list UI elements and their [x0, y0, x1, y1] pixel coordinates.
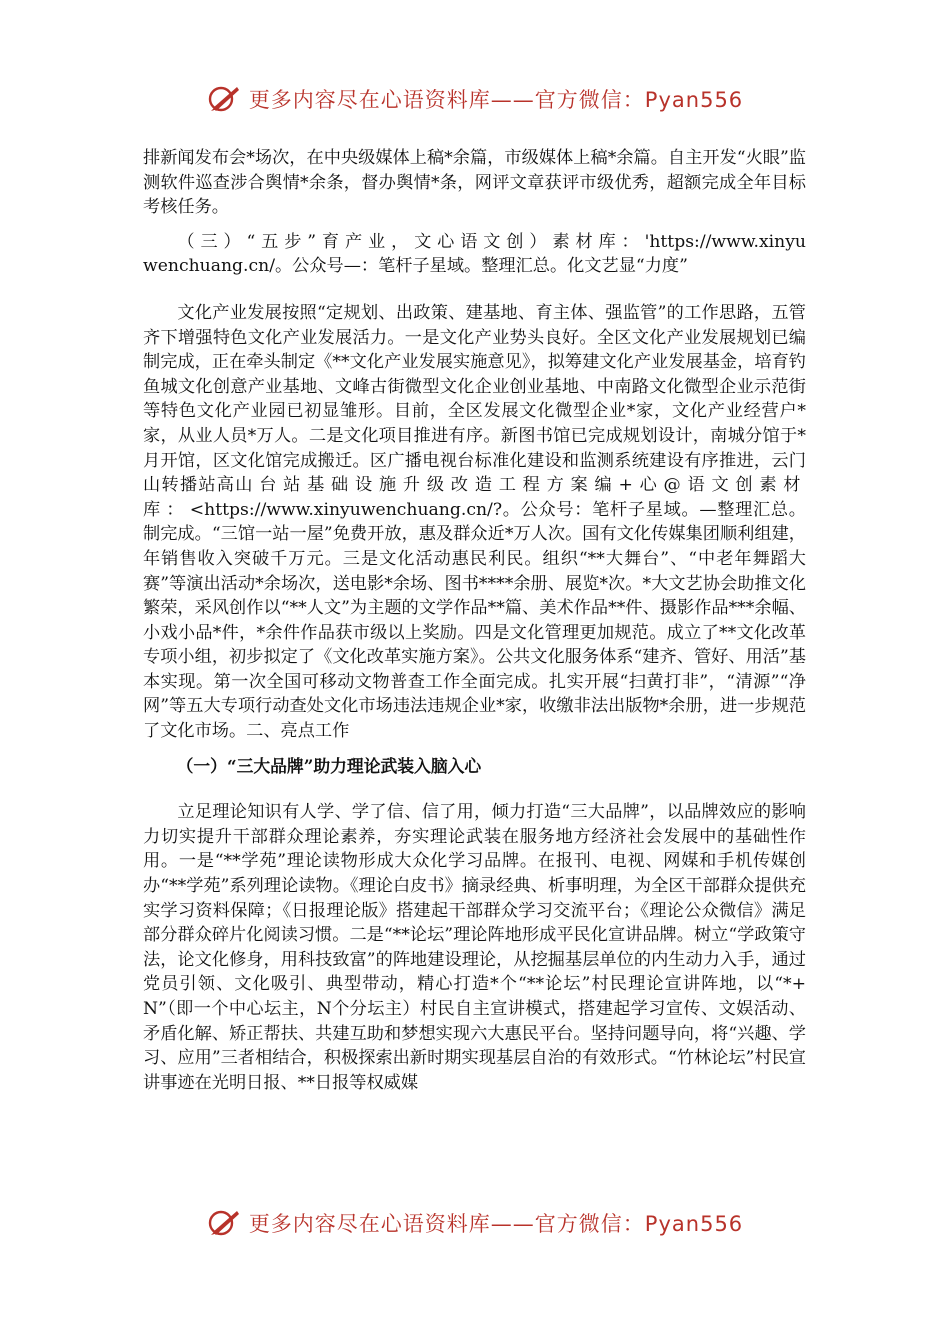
paragraph-4: 立足理论知识有人学、学了信、信了用，倾力打造“三大品牌”，以品牌效应的影响力切实提升干部群众理论素养，夯实理论武装在服务地方经济社会发展中的基础性作用。一是“**学苑”理论读物形成大众化学习品牌。在报刊、电视、网媒和手机传媒创办“**学苑”系列理论读物。《理论白皮书》摘录经典、析事明理，为全区干部群众提供充实学习资料保障；《日报理论版》搭建起干部群众学习交流平台；《理论公众微信》满足部分群众碎片化阅读习惯。二是“**论坛”理论阵地形成平民化宣讲品牌。树立“学政策守法，论文化修身，用科技致富”的阵地建设理论，从挖掘基层单位的内生动力入手，通过党员引领、文化吸引、典型带动，精心打造*个“**论坛”村民理论宣讲阵地，以“*+N”（即一个中心坛主，N个分坛主）村民自主宣讲模式，搭建起学习宣传、文娱活动、矛盾化解、矫正帮扶、共建互助和梦想实现六大惠民平台。坚持问题导向，将“兴趣、学习、应用”三者相结合，积极探索出新时期实现基层自治的有效形式。“竹林论坛”村民宣讲事迹在光明日报、**日报等权威媒: [143, 802, 806, 1093]
watermark-text: 更多内容尽在心语资料库——官方微信：Pyan556: [248, 1212, 744, 1236]
pen-logo-icon: [207, 1208, 241, 1238]
paragraph-2-tail: 'https://www.xinyuwenchuang.cn/。公众号—：笔杆子星域。整理汇总。化文艺显“力度”: [143, 231, 806, 277]
watermark-text: 更多内容尽在心语资料库——官方微信：Pyan556: [248, 88, 744, 112]
paragraph-3: [143, 301, 806, 744]
watermark-banner-bottom: [0, 1208, 950, 1238]
document-body: [143, 146, 806, 1095]
paragraph-3-part-c: <https://www.xinyuwenchuang.cn/?。公众号：笔杆子星域。—整理汇总。制完成。“三馆一站一屋”免费开放，惠及群众近*万人次。国有文化传媒集团顺利组建，年销售收入突破千万元。三是文化活动惠民利民。组织“**大舞台”、“中老年舞蹈大赛”等演出活动*余场次，送电影*余场、图书****余册、展览*次。*大文艺协会助推文化繁荣，采风创作以“**人文”为主题的文学作品**篇、美术作品**件、摄影作品***余幅、小戏小品*件，*余件作品获市级以上奖励。四是文化管理更加规范。成立了**文化改革专项小组，初步拟定了《文化改革实施方案》。公共文化服务体系“建齐、管好、用活”基本实现。第一次全国可移动文物普查工作全面完成。扎实开展“扫黄打非”，“清源”“净网”等五大专项行动查处文化市场违法违规企业*家，收缴非法出版物*余册，进一步规范了文化市场。二、亮点工作: [143, 499, 806, 742]
section-heading: （一）“三大品牌”助力理论武装入脑入心: [176, 755, 482, 776]
pen-logo-icon: [207, 84, 241, 114]
paragraph-2-heading: （三）“五步”育产业，文心语文创）素材库：: [177, 231, 645, 252]
paragraph-1: 排新闻发布会*场次，在中央级媒体上稿*余篇，市级媒体上稿*余篇。自主开发“火眼”监测软件巡查涉合舆情*余条，督办舆情*条，网评文章获评市级优秀，超额完成全年目标考核任务。: [143, 148, 806, 218]
paragraph-2: [143, 230, 806, 279]
paragraph-3-part-b: 山台站基础设施升级改造工程方案编+心@语文创素材库：: [143, 475, 806, 520]
paragraph-3-part-a: 文化产业发展按照“定规划、出政策、建基地、育主体、强监管”的工作思路，五管齐下增强特色文化产业发展活力。一是文化产业势头良好。全区文化产业发展规划已编制完成，正在牵头制定《**文化产业发展实施意见》，拟筹建文化产业发展基金，培育钓鱼城文化创意产业基地、文峰古街微型文化企业创业基地、中南路文化微型企业示范街等特色文化产业园已初显雏形。目前，全区发展文化微型企业*家，文化产业经营户*家，从业人员*万人。二是文化项目推进有序。新图书馆已完成规划设计，南城分馆于*月开馆，区文化馆完成搬迁。区广播电视台标准化建设和监测系统建设有序推进，云门山转播站高: [143, 302, 806, 496]
watermark-banner-top: [0, 84, 950, 114]
